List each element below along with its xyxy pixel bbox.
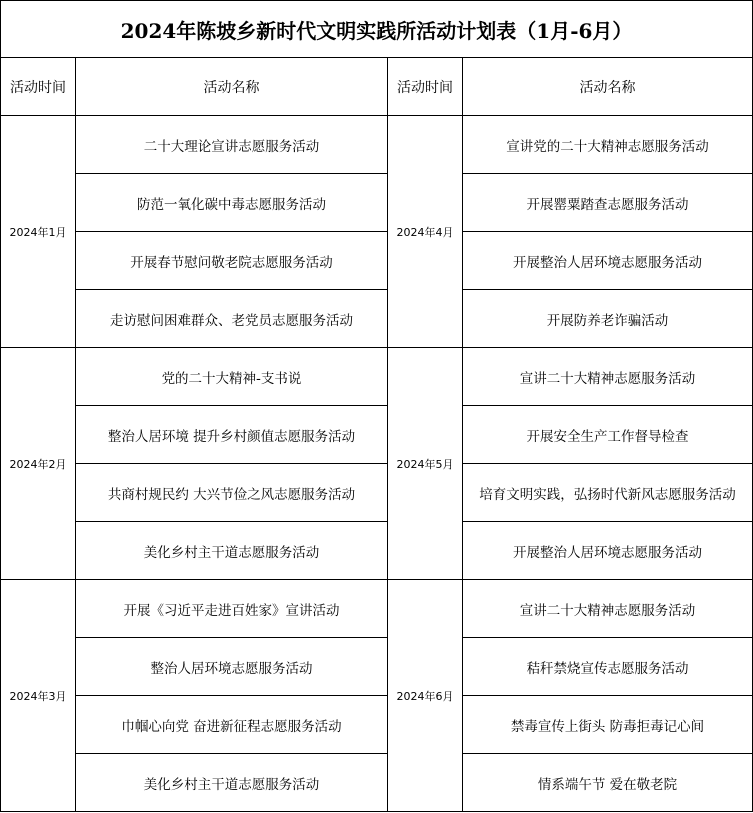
activity-cell-left: 整治人居环境 提升乡村颜值志愿服务活动 — [76, 406, 388, 464]
activity-cell-left: 开展春节慰问敬老院志愿服务活动 — [76, 232, 388, 290]
activity-cell-left: 党的二十大精神-支书说 — [76, 348, 388, 406]
month-cell-left: 2024年2月 — [1, 348, 76, 580]
activity-row — [1, 290, 753, 348]
activity-row — [1, 348, 753, 406]
activity-cell-left: 巾帼心向党 奋进新征程志愿服务活动 — [76, 696, 388, 754]
header-name-right: 活动名称 — [463, 58, 753, 116]
month-cell-right: 2024年4月 — [388, 116, 463, 348]
activity-row — [1, 754, 753, 812]
activity-row — [1, 116, 753, 174]
activity-cell-right: 开展整治人居环境志愿服务活动 — [463, 522, 753, 580]
month-cell-left: 2024年3月 — [1, 580, 76, 812]
activity-cell-left: 美化乡村主干道志愿服务活动 — [76, 522, 388, 580]
activity-cell-left: 走访慰问困难群众、老党员志愿服务活动 — [76, 290, 388, 348]
activity-cell-left: 防范一氧化碳中毒志愿服务活动 — [76, 174, 388, 232]
activity-cell-right: 开展安全生产工作督导检查 — [463, 406, 753, 464]
month-cell-right: 2024年6月 — [388, 580, 463, 812]
activity-cell-left: 整治人居环境志愿服务活动 — [76, 638, 388, 696]
activity-row — [1, 580, 753, 638]
month-cell-right: 2024年5月 — [388, 348, 463, 580]
activity-cell-right: 培育文明实践，弘扬时代新风志愿服务活动 — [463, 464, 753, 522]
activity-row — [1, 406, 753, 464]
activity-cell-right: 宣讲党的二十大精神志愿服务活动 — [463, 116, 753, 174]
activity-cell-left: 开展《习近平走进百姓家》宣讲活动 — [76, 580, 388, 638]
activity-row — [1, 232, 753, 290]
activity-row — [1, 638, 753, 696]
activity-cell-right: 开展整治人居环境志愿服务活动 — [463, 232, 753, 290]
activity-row — [1, 174, 753, 232]
activity-row — [1, 464, 753, 522]
title-row — [1, 1, 753, 58]
header-name-left: 活动名称 — [76, 58, 388, 116]
header-row — [1, 58, 753, 116]
activity-cell-right: 秸秆禁烧宣传志愿服务活动 — [463, 638, 753, 696]
activity-cell-right: 开展防养老诈骗活动 — [463, 290, 753, 348]
month-cell-left: 2024年1月 — [1, 116, 76, 348]
activity-cell-right: 宣讲二十大精神志愿服务活动 — [463, 348, 753, 406]
header-time-right: 活动时间 — [388, 58, 463, 116]
activity-cell-right: 情系端午节 爱在敬老院 — [463, 754, 753, 812]
activity-cell-left: 共商村规民约 大兴节俭之风志愿服务活动 — [76, 464, 388, 522]
activity-row — [1, 696, 753, 754]
activity-cell-right: 开展罂粟踏查志愿服务活动 — [463, 174, 753, 232]
activity-cell-left: 美化乡村主干道志愿服务活动 — [76, 754, 388, 812]
activity-row — [1, 522, 753, 580]
activity-cell-right: 宣讲二十大精神志愿服务活动 — [463, 580, 753, 638]
header-time-left: 活动时间 — [1, 58, 76, 116]
activity-cell-left: 二十大理论宣讲志愿服务活动 — [76, 116, 388, 174]
table-title: 2024年陈坡乡新时代文明实践所活动计划表（1月-6月） — [1, 1, 753, 58]
activity-cell-right: 禁毒宣传上街头 防毒拒毒记心间 — [463, 696, 753, 754]
